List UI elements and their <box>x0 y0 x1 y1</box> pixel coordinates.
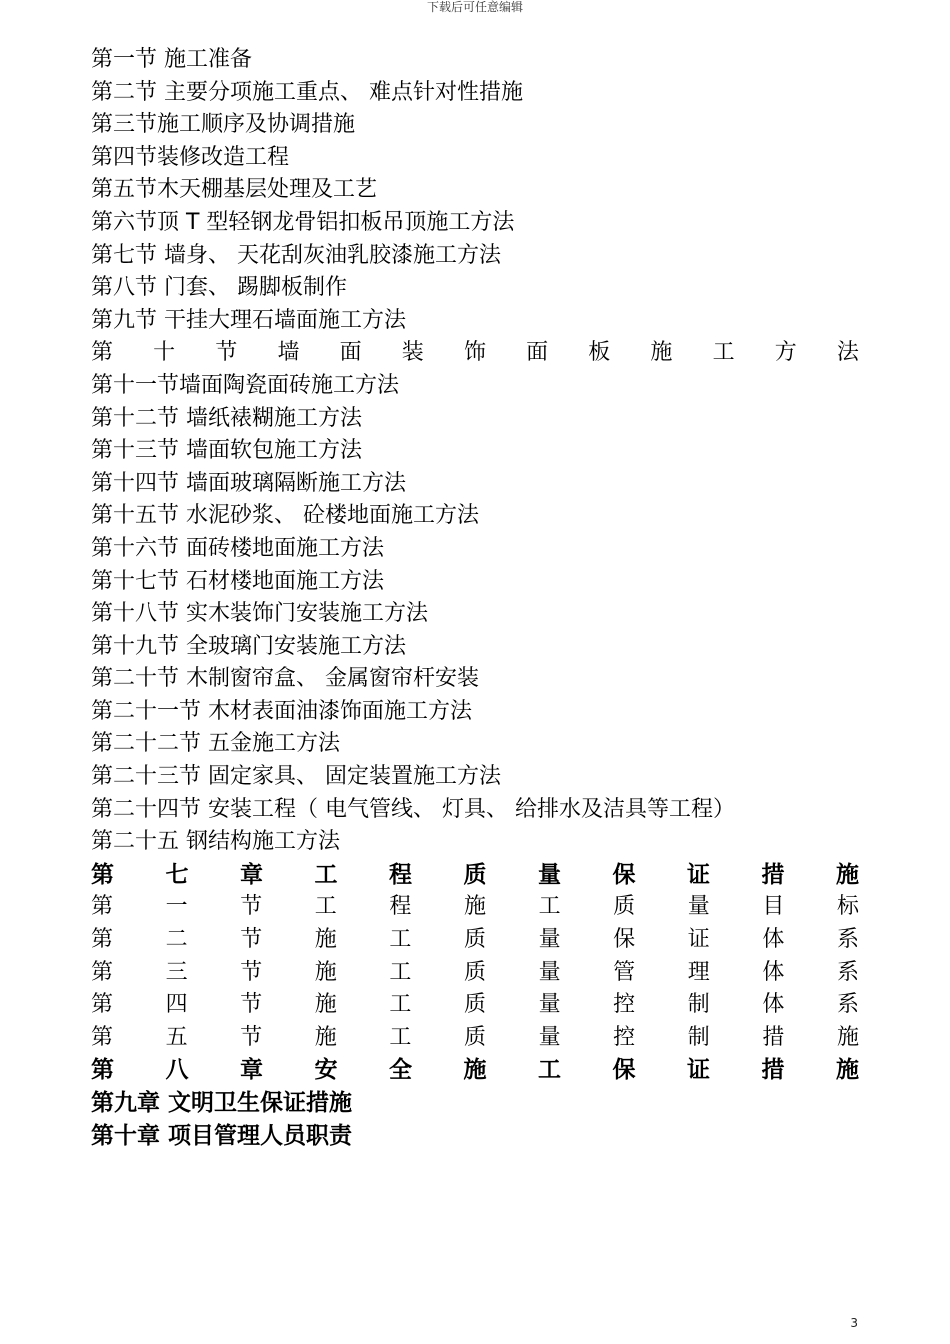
toc-line: 第五节木天棚基层处理及工艺 <box>91 177 378 203</box>
toc-line: 第三节施工顺序及协调措施 <box>91 112 356 138</box>
toc-line: 第七节 墙身、 天花刮灰油乳胶漆施工方法 <box>91 242 501 268</box>
toc-line: 第八节 门套、 踢脚板制作 <box>91 275 347 301</box>
toc-line: 第 十 节 墙 面 装 饰 面 板 施 工 方 法 <box>91 340 859 366</box>
toc-line: 第 四 节 施 工 质 量 控 制 体 系 <box>91 992 859 1018</box>
toc-line: 第十二节 墙纸裱糊施工方法 <box>91 405 362 431</box>
toc-line: 第 八 章 安 全 施 工 保 证 措 施 <box>91 1057 859 1084</box>
page-number: 3 <box>850 1316 858 1330</box>
toc-line: 第十章 项目管理人员职责 <box>91 1122 353 1149</box>
toc-line: 第 二 节 施 工 质 量 保 证 体 系 <box>91 927 859 953</box>
toc-line: 第十三节 墙面软包施工方法 <box>91 438 362 464</box>
toc-line: 第十六节 面砖楼地面施工方法 <box>91 535 384 561</box>
toc-line: 第十九节 全玻璃门安装施工方法 <box>91 633 406 659</box>
toc-line: 第二十二节 五金施工方法 <box>91 731 340 757</box>
toc-line: 第二十五 钢结构施工方法 <box>91 829 340 855</box>
toc-line: 第十七节 石材楼地面施工方法 <box>91 568 384 594</box>
toc-line: 第九章 文明卫生保证措施 <box>91 1090 353 1116</box>
header-note: 下载后可任意编辑 <box>426 0 523 14</box>
toc-line: 第 一 节 工 程 施 工 质 量 目 标 <box>91 894 859 920</box>
toc-line: 第 七 章 工 程 质 量 保 证 措 施 <box>91 861 859 888</box>
toc-line: 第十五节 水泥砂浆、 砼楼地面施工方法 <box>91 503 479 529</box>
toc-line: 第十四节 墙面玻璃隔断施工方法 <box>91 470 406 496</box>
toc-line: 第二节 主要分项施工重点、 难点针对性措施 <box>91 79 523 105</box>
toc-line: 第十八节 实木装饰门安装施工方法 <box>91 601 428 627</box>
toc-line: 第二十三节 固定家具、 固定装置施工方法 <box>91 764 501 790</box>
toc-line: 第十一节墙面陶瓷面砖施工方法 <box>91 372 400 398</box>
toc-line: 第二十一节 木材表面油漆饰面施工方法 <box>91 698 472 724</box>
toc-line: 第二十四节 安装工程（ 电气管线、 灯具、 给排水及洁具等工程） <box>91 796 735 822</box>
toc-line: 第九节 干挂大理石墙面施工方法 <box>91 307 406 333</box>
toc-line: 第 五 节 施 工 质 量 控 制 措 施 <box>91 1024 859 1050</box>
toc-line: 第 三 节 施 工 质 量 管 理 体 系 <box>91 959 859 985</box>
toc-line: 第一节 施工准备 <box>91 47 252 72</box>
table-of-contents <box>91 44 859 1152</box>
toc-line: 第四节装修改造工程 <box>91 144 290 170</box>
toc-line: 第二十节 木制窗帘盒、 金属窗帘杆安装 <box>91 666 479 692</box>
toc-line: 第六节顶 T 型轻钢龙骨铝扣板吊顶施工方法 <box>91 209 515 235</box>
